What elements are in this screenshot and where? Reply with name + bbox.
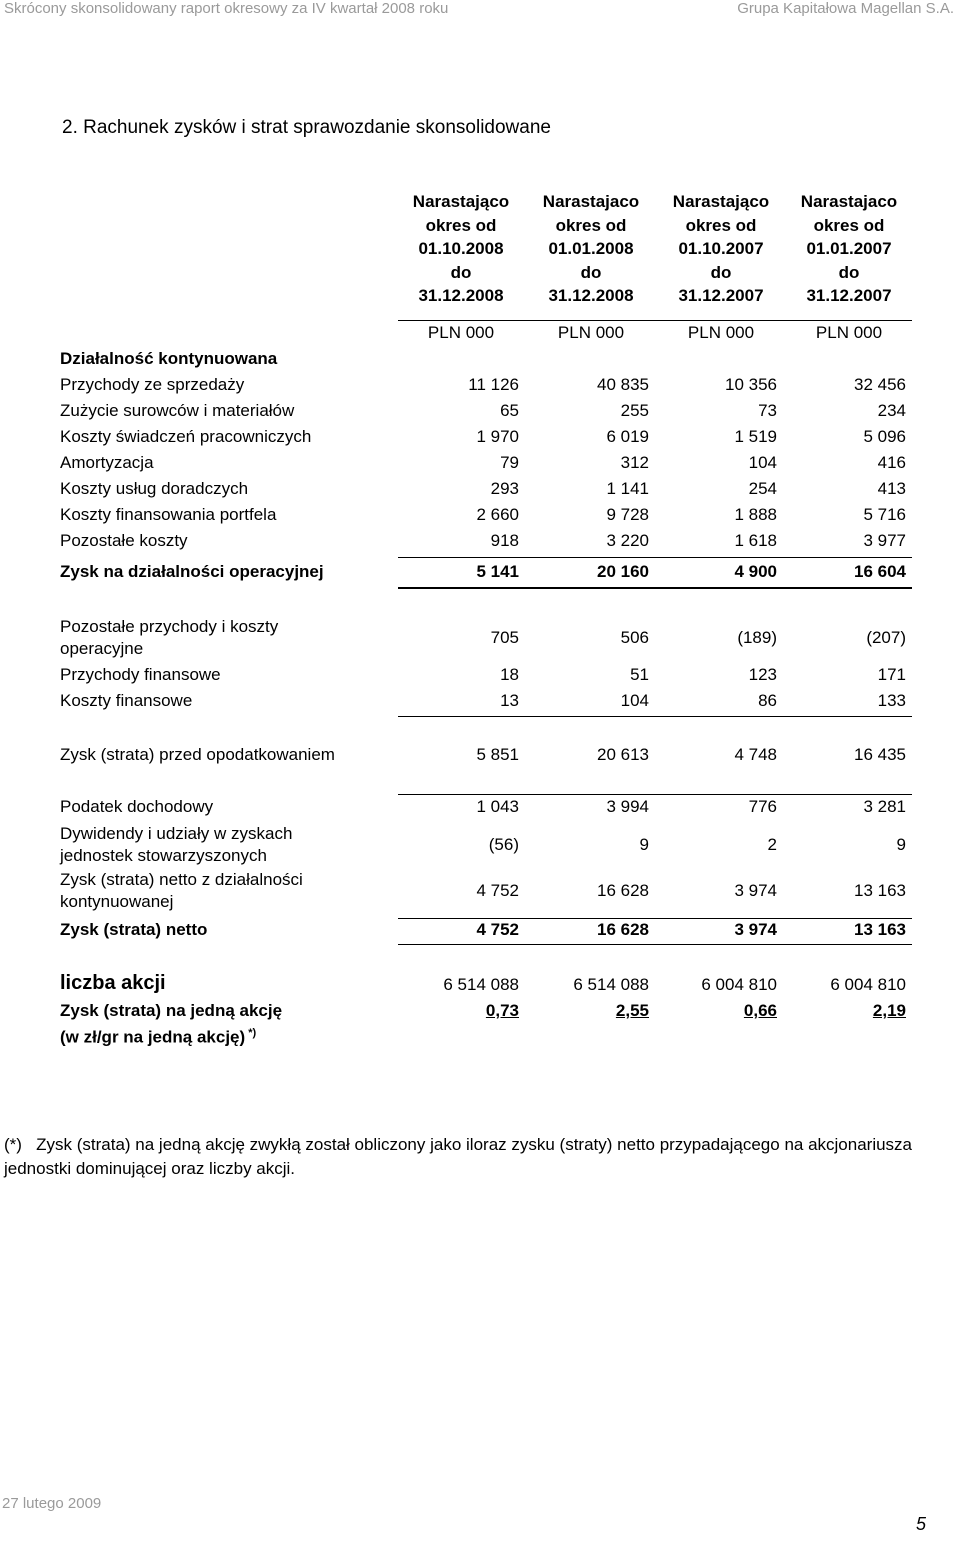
row-value-col-3: 4 900 [734,562,777,581]
row-value-col-2: 6 019 [606,427,649,446]
table-row [60,374,912,396]
row-value-col-3: 0,66 [743,1001,777,1020]
table-row [60,974,912,996]
column-header-1: Narastająco okres od 01.10.2008 do 31.12.2008 [412,192,510,305]
row-value-col-3: 3 974 [734,881,777,900]
column-header-4: Narastajaco okres od 01.01.2007 do 31.12.2007 [800,192,898,305]
unit-label-1: PLN 000 [427,323,495,342]
row-value-col-2: 16 628 [597,920,649,939]
page-number: 5 [915,1514,926,1534]
row-value-col-4: 3 977 [863,531,906,550]
row-value-col-2: 506 [620,628,649,647]
table-row [60,561,912,583]
row-value-col-4: 16 604 [854,562,906,581]
row-value-col-4: 234 [877,401,906,420]
row-label: Koszty finansowania portfela [60,505,277,524]
row-label: Zysk (strata) na jedną akcję (w zł/gr na jedną akcję) *) [60,1001,283,1047]
row-value-col-2: 104 [620,691,649,710]
table-row [60,530,912,552]
row-value-col-2: 3 994 [606,797,649,816]
row-value-col-2: 6 514 088 [573,975,649,994]
row-value-col-3: 3 974 [734,920,777,939]
section-title: 2. Rachunek zysków i strat sprawozdanie skonsolidowane [62,117,551,138]
row-value-col-4: 6 004 810 [830,975,906,994]
row-label: Zysk (strata) netto [60,920,208,939]
row-value-col-1: 4 752 [476,920,519,939]
row-value-col-4: 32 456 [854,375,906,394]
row-value-col-2: 3 220 [606,531,649,550]
section-label: Działalność kontynuowana [60,349,278,368]
row-value-col-1: 1 043 [476,797,519,816]
row-value-col-1: 6 514 088 [443,975,519,994]
row-value-col-1: 293 [490,479,519,498]
row-label: Koszty finansowe [60,691,193,710]
table-row [60,919,912,941]
row-value-col-3: (189) [737,628,777,647]
rule-before-net [398,918,912,919]
row-value-col-3: 86 [758,691,777,710]
row-value-col-3: 4 748 [734,745,777,764]
row-value-col-2: 20 613 [597,745,649,764]
table-row [60,823,912,867]
row-label: Pozostałe przychody i koszty operacyjne [60,617,279,658]
row-label: Koszty świadczeń pracowniczych [60,427,312,446]
row-label: liczba akcji [60,972,166,994]
row-value-col-1: 79 [500,453,519,472]
footnote-text: Zysk (strata) na jedną akcję zwykłą został obliczony jako iloraz zysku (straty) netto przypadającego na akcjonariusza jednostki dominującej oraz liczby akcji. [4,1135,913,1178]
row-value-col-1: 705 [490,628,519,647]
unit-label-3: PLN 000 [687,323,755,342]
footnote [4,1133,960,1181]
row-value-col-4: 5 716 [863,505,906,524]
row-value-col-3: 1 888 [734,505,777,524]
row-value-col-4: 9 [896,835,906,854]
row-label: Pozostałe koszty [60,531,188,550]
row-value-col-4: 413 [877,479,906,498]
row-label: Przychody finansowe [60,665,221,684]
row-value-col-1: 5 141 [476,562,519,581]
table-row [60,690,912,712]
row-value-col-1: 4 752 [476,881,519,900]
row-value-col-4: 133 [877,691,906,710]
row-value-col-3: 2 [767,835,777,854]
row-value-col-1: 5 851 [476,745,519,764]
row-value-col-2: 51 [630,665,649,684]
table-row [60,478,912,500]
unit-label-4: PLN 000 [815,323,883,342]
row-value-col-4: 13 163 [854,920,906,939]
row-value-col-4: 171 [877,665,906,684]
row-label: Zysk (strata) przed opodatkowaniem [60,745,335,764]
row-value-col-3: 776 [748,797,777,816]
row-value-col-2: 312 [620,453,649,472]
row-value-col-3: 10 356 [725,375,777,394]
row-value-col-4: 5 096 [863,427,906,446]
table-row [60,1000,912,1047]
table-row [60,452,912,474]
row-value-col-3: 73 [758,401,777,420]
row-value-col-2: 9 [639,835,649,854]
rule-after-operating [398,587,912,589]
footnote-mark: (*) [4,1135,22,1154]
row-value-col-1: 918 [490,531,519,550]
row-value-col-3: 1 519 [734,427,777,446]
row-label: Koszty usług doradczych [60,479,249,498]
row-value-col-4: 416 [877,453,906,472]
row-value-col-3: 123 [748,665,777,684]
row-label: Przychody ze sprzedaży [60,375,245,394]
row-value-col-2: 16 628 [597,881,649,900]
row-value-col-1: 13 [500,691,519,710]
unit-label-2: PLN 000 [557,323,625,342]
row-label: Amortyzacja [60,453,154,472]
row-value-col-2: 40 835 [597,375,649,394]
rule-before-tax [398,794,912,795]
row-value-col-1: 2 660 [476,505,519,524]
table-row [60,664,912,686]
row-value-col-2: 1 141 [606,479,649,498]
table-row [60,796,912,818]
row-value-col-3: 6 004 810 [701,975,777,994]
row-value-col-2: 2,55 [615,1001,649,1020]
header-company-name: Grupa Kapitałowa Magellan S.A. [737,0,954,17]
table-row [60,616,912,660]
row-label: Zysk (strata) netto z działalności kontynuowanej [60,870,303,911]
column-header-3: Narastająco okres od 01.10.2007 do 31.12.2007 [672,192,770,305]
rule-before-operating [398,557,912,558]
row-value-col-4: 13 163 [854,881,906,900]
table-row [60,869,912,913]
rule-before-pretax [398,716,912,717]
footer-date: 27 lutego 2009 [2,1495,102,1512]
row-value-col-3: 254 [748,479,777,498]
row-value-col-3: 1 618 [734,531,777,550]
row-value-col-2: 255 [620,401,649,420]
row-value-col-4: 3 281 [863,797,906,816]
row-value-col-4: 16 435 [854,745,906,764]
row-value-col-1: 1 970 [476,427,519,446]
header-divider [398,320,912,321]
header-report-title: Skrócony skonsolidowany raport okresowy za IV kwartał 2008 roku [4,0,449,17]
row-label: Podatek dochodowy [60,797,214,816]
table-row [60,426,912,448]
column-header-2: Narastajaco okres od 01.01.2008 do 31.12.2008 [542,192,640,305]
row-value-col-1: 18 [500,665,519,684]
row-label: Zysk na działalności operacyjnej [60,562,324,581]
row-value-col-1: 11 126 [468,375,519,394]
row-value-col-1: 0,73 [485,1001,519,1020]
rule-after-net [398,944,912,945]
row-value-col-4: 2,19 [872,1001,906,1020]
row-label: Dywidendy i udziały w zyskach jednostek stowarzyszonych [60,824,293,865]
row-value-col-1: 65 [500,401,519,420]
row-value-col-4: (207) [866,628,906,647]
table-row [60,504,912,526]
row-value-col-1: (56) [488,835,519,854]
row-value-col-2: 9 728 [606,505,649,524]
row-label: Zużycie surowców i materiałów [60,401,295,420]
table-row [60,744,912,766]
row-value-col-2: 20 160 [597,562,649,581]
table-row [60,400,912,422]
row-value-col-3: 104 [748,453,777,472]
